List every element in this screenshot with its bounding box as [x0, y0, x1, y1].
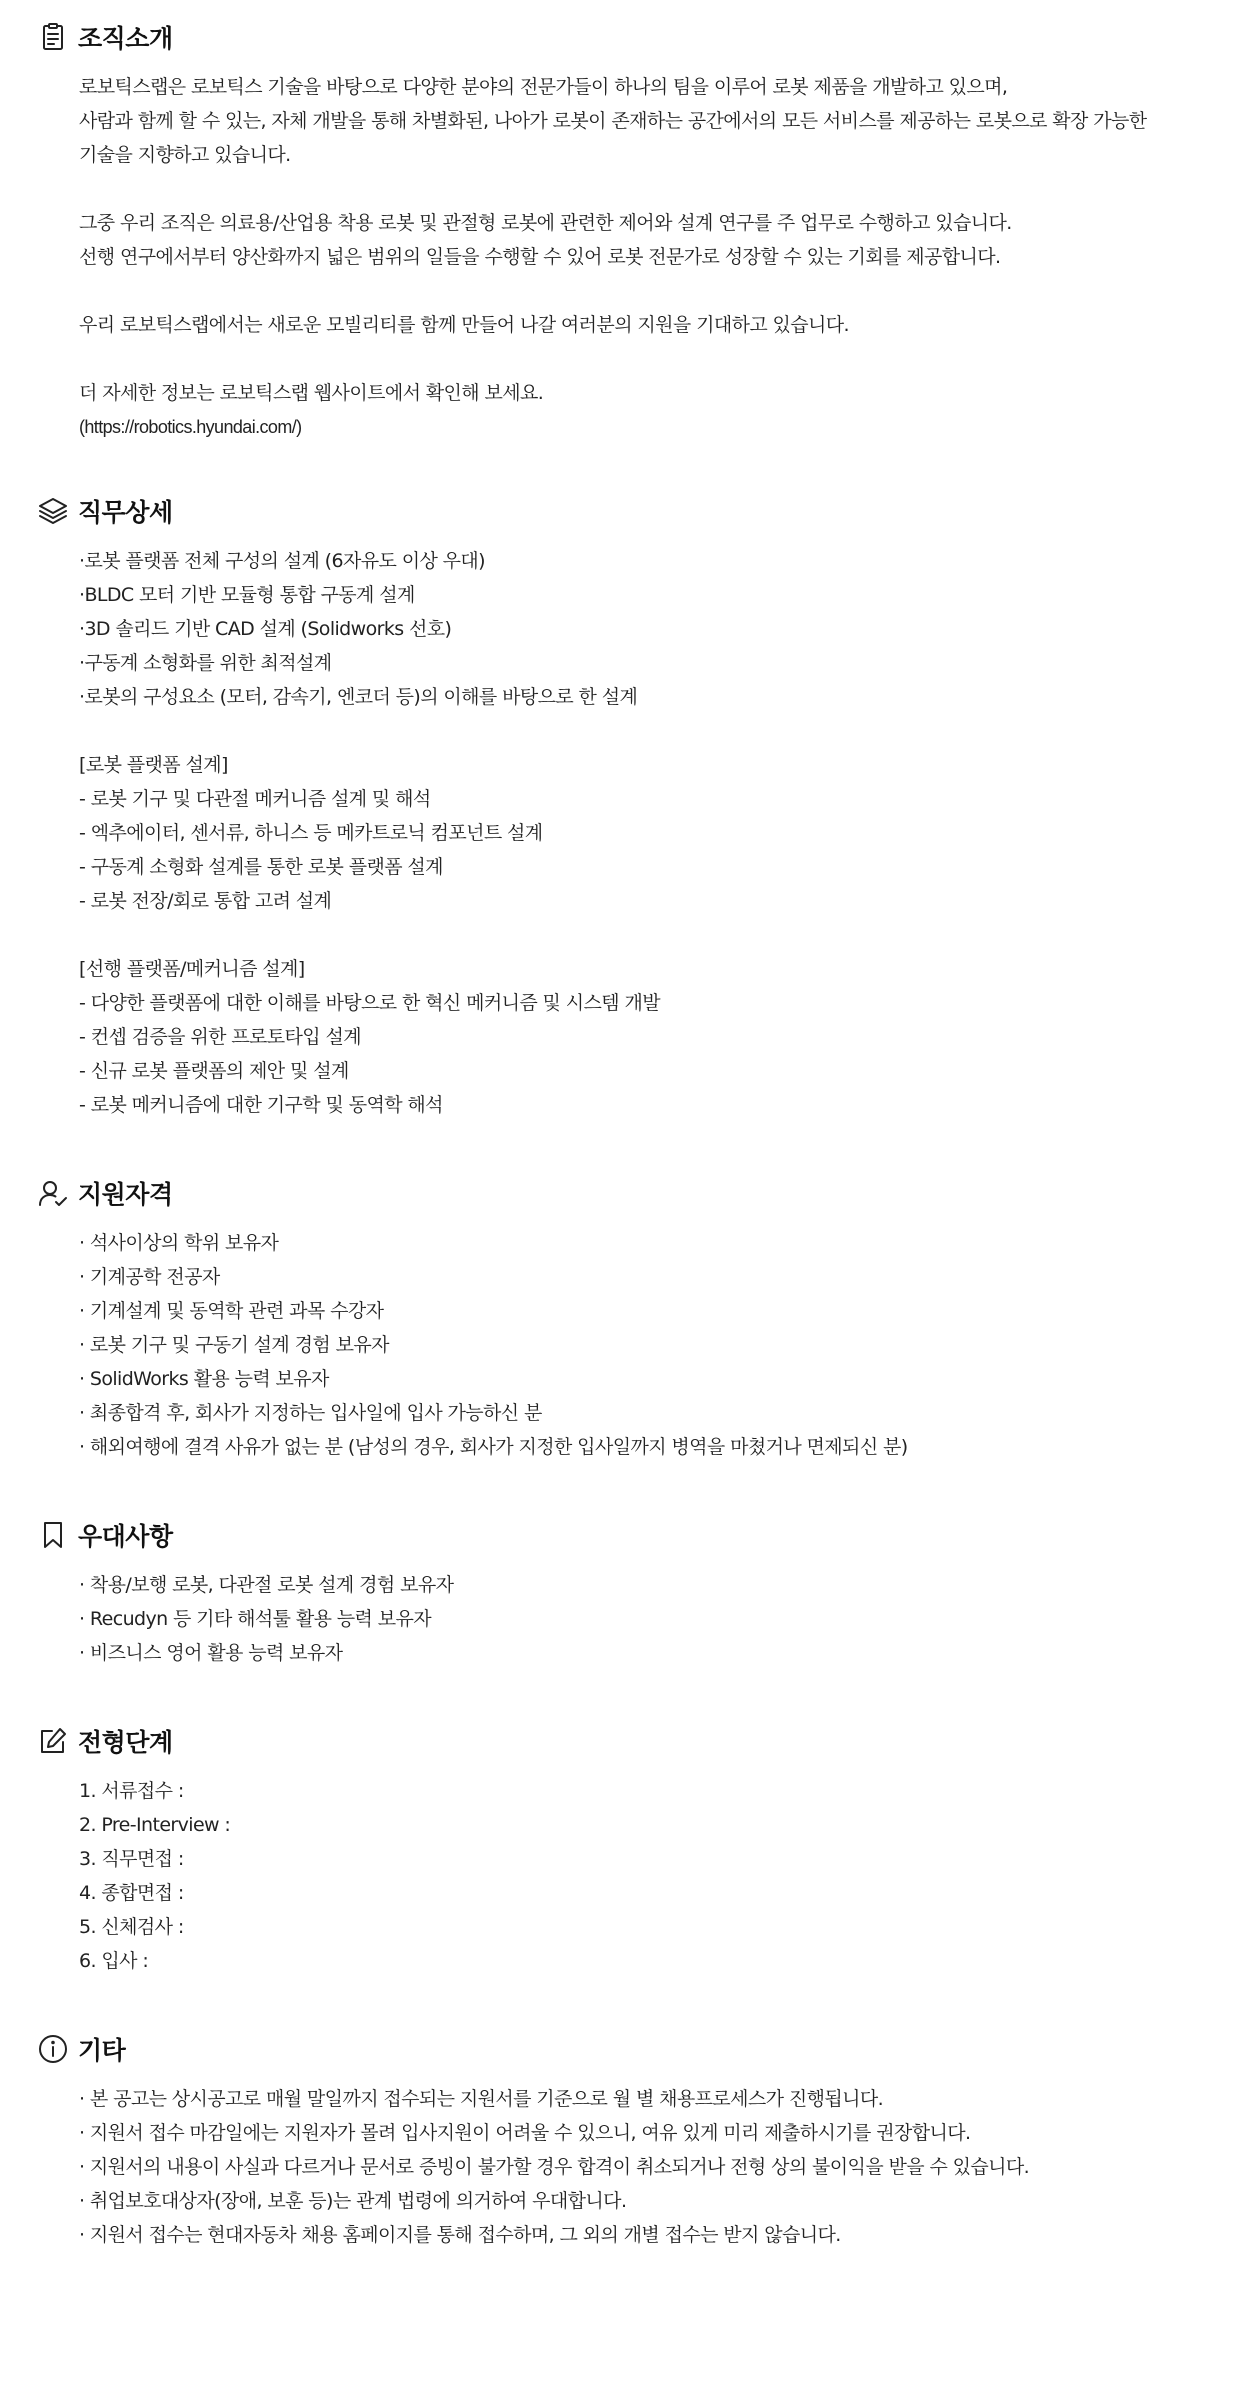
- intro-blank-line: [79, 274, 1249, 308]
- etc-item: · 취업보호대상자(장애, 보훈 등)는 관계 법령에 의거하여 우대합니다.: [79, 2190, 627, 2212]
- process-step: 6. 입사 :: [79, 1950, 149, 1972]
- duty-line: - 신규 로봇 플랫폼의 제안 및 설계: [79, 1060, 349, 1082]
- intro-line: 그중 우리 조직은 의료용/산업용 착용 로봇 및 관절형 로봇에 관련한 제어와 설계 연구를 주 업무로 수행하고 있습니다.: [79, 212, 1012, 234]
- intro-line: 사람과 함께 할 수 있는, 자체 개발을 통해 차별화된, 나아가 로봇이 존재하는 공간에서의 모든 서비스를 제공하는 로봇으로 확장 가능한: [79, 110, 1147, 132]
- section-etc-title: 기타: [78, 2036, 126, 2065]
- section-intro-body: [79, 70, 1249, 444]
- section-preference-body: [79, 1568, 1249, 1670]
- section-etc-header: [36, 2028, 1249, 2070]
- qualification-item: · 기계공학 전공자: [79, 1266, 220, 1288]
- section-duty-body: [79, 544, 1249, 1122]
- intro-line: 선행 연구에서부터 양산화까지 넓은 범위의 일들을 수행할 수 있어 로봇 전문가로 성장할 수 있는 기회를 제공합니다.: [79, 246, 1001, 268]
- duty-blank-line: [79, 714, 1249, 748]
- layers-icon: [36, 494, 70, 528]
- duty-line: - 구동계 소형화 설계를 통한 로봇 플랫폼 설계: [79, 856, 443, 878]
- edit-icon: [36, 1724, 70, 1758]
- preference-item: · Recudyn 등 기타 해석툴 활용 능력 보유자: [79, 1608, 431, 1630]
- section-process: [0, 1720, 1249, 1978]
- info-icon: [36, 2032, 70, 2066]
- etc-item: · 본 공고는 상시공고로 매월 말일까지 접수되는 지원서를 기준으로 월 별 채용프로세스가 진행됩니다.: [79, 2088, 884, 2110]
- website-link[interactable]: (https://robotics.hyundai.com/): [79, 417, 302, 437]
- section-duty-header: [36, 490, 1249, 532]
- process-step: 3. 직무면접 :: [79, 1848, 184, 1870]
- intro-line: 기술을 지향하고 있습니다.: [79, 144, 291, 166]
- etc-item: · 지원서 접수는 현대자동차 채용 홈페이지를 통해 접수하며, 그 외의 개별 접수는 받지 않습니다.: [79, 2224, 841, 2246]
- section-qualification-body: [79, 1226, 1249, 1464]
- duty-line: ·로봇의 구성요소 (모터, 감속기, 엔코더 등)의 이해를 바탕으로 한 설계: [79, 686, 638, 708]
- intro-line: 더 자세한 정보는 로보틱스랩 웹사이트에서 확인해 보세요.: [79, 382, 544, 404]
- section-qualification-header: [36, 1172, 1249, 1214]
- qualification-item: · 최종합격 후, 회사가 지정하는 입사일에 입사 가능하신 분: [79, 1402, 542, 1424]
- duty-line: - 다양한 플랫폼에 대한 이해를 바탕으로 한 혁신 메커니즘 및 시스템 개발: [79, 992, 660, 1014]
- intro-line: 우리 로보틱스랩에서는 새로운 모빌리티를 함께 만들어 나갈 여러분의 지원을 기대하고 있습니다.: [79, 314, 849, 336]
- duty-line: - 로봇 전장/회로 통합 고려 설계: [79, 890, 332, 912]
- duty-line: - 로봇 기구 및 다관절 메커니즘 설계 및 해석: [79, 788, 431, 810]
- duty-line: - 컨셉 검증을 위한 프로토타입 설계: [79, 1026, 362, 1048]
- process-step: 1. 서류접수 :: [79, 1780, 184, 1802]
- duty-line: ·3D 솔리드 기반 CAD 설계 (Solidworks 선호): [79, 618, 452, 640]
- qualification-item: · 석사이상의 학위 보유자: [79, 1232, 279, 1254]
- intro-line: 로보틱스랩은 로보틱스 기술을 바탕으로 다양한 분야의 전문가들이 하나의 팀을 이루어 로봇 제품을 개발하고 있으며,: [79, 76, 1008, 98]
- section-duty: [0, 490, 1249, 1122]
- duty-subheading: [로봇 플랫폼 설계]: [79, 754, 228, 776]
- duty-line: ·로봇 플랫폼 전체 구성의 설계 (6자유도 이상 우대): [79, 550, 485, 572]
- bookmark-icon: [36, 1518, 70, 1552]
- preference-item: · 착용/보행 로봇, 다관절 로봇 설계 경험 보유자: [79, 1574, 454, 1596]
- section-preference: [0, 1514, 1249, 1670]
- duty-blank-line: [79, 918, 1249, 952]
- section-intro-title: 조직소개: [78, 24, 173, 53]
- process-step: 2. Pre-Interview :: [79, 1814, 231, 1836]
- intro-blank-line: [79, 342, 1249, 376]
- etc-item: · 지원서 접수 마감일에는 지원자가 몰려 입사지원이 어려울 수 있으니, 여유 있게 미리 제출하시기를 권장합니다.: [79, 2122, 971, 2144]
- intro-blank-line: [79, 172, 1249, 206]
- etc-item: · 지원서의 내용이 사실과 다르거나 문서로 증빙이 불가할 경우 합격이 취소되거나 전형 상의 불이익을 받을 수 있습니다.: [79, 2156, 1030, 2178]
- section-qualification-title: 지원자격: [78, 1180, 173, 1209]
- section-intro: [0, 16, 1249, 444]
- duty-line: - 엑추에이터, 센서류, 하니스 등 메카트로닉 컴포넌트 설계: [79, 822, 543, 844]
- section-preference-header: [36, 1514, 1249, 1556]
- clipboard-icon: [36, 20, 70, 54]
- qualification-item: · 기계설계 및 동역학 관련 과목 수강자: [79, 1300, 384, 1322]
- preference-item: · 비즈니스 영어 활용 능력 보유자: [79, 1642, 343, 1664]
- section-duty-title: 직무상세: [78, 498, 173, 527]
- section-etc-body: [79, 2082, 1249, 2252]
- person-check-icon: [36, 1176, 70, 1210]
- process-step: 4. 종합면접 :: [79, 1882, 184, 1904]
- section-process-body: [79, 1774, 1249, 1978]
- section-intro-header: [36, 16, 1249, 58]
- qualification-item: · 로봇 기구 및 구동기 설계 경험 보유자: [79, 1334, 389, 1356]
- duty-line: - 로봇 메커니즘에 대한 기구학 및 동역학 해석: [79, 1094, 443, 1116]
- duty-subheading: [선행 플랫폼/메커니즘 설계]: [79, 958, 305, 980]
- qualification-item: · 해외여행에 결격 사유가 없는 분 (남성의 경우, 회사가 지정한 입사일까지 병역을 마쳤거나 면제되신 분): [79, 1436, 908, 1458]
- duty-line: ·BLDC 모터 기반 모듈형 통합 구동계 설계: [79, 584, 415, 606]
- section-etc: [0, 2028, 1249, 2252]
- duty-line: ·구동계 소형화를 위한 최적설계: [79, 652, 332, 674]
- section-process-header: [36, 1720, 1249, 1762]
- section-preference-title: 우대사항: [78, 1522, 173, 1551]
- process-step: 5. 신체검사 :: [79, 1916, 184, 1938]
- section-process-title: 전형단계: [78, 1728, 173, 1757]
- qualification-item: · SolidWorks 활용 능력 보유자: [79, 1368, 329, 1390]
- section-qualification: [0, 1172, 1249, 1464]
